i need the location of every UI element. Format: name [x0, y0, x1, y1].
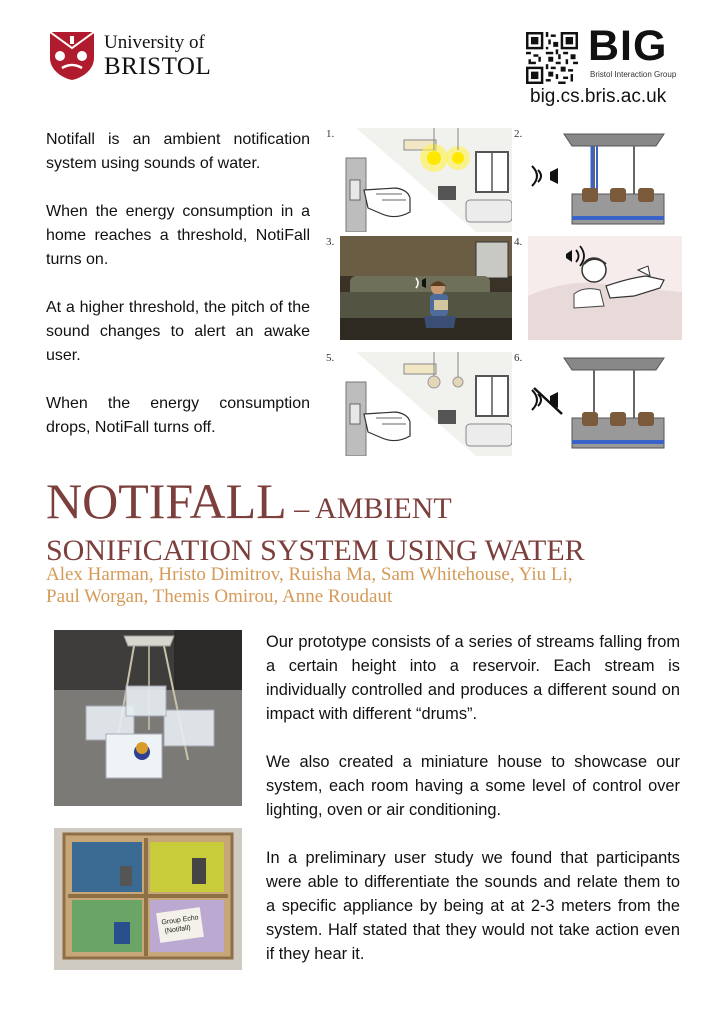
intro-paragraph: Notifall is an ambient notification system using sounds of water.	[46, 131, 310, 172]
intro-text	[46, 128, 310, 464]
notifall-device-on-illustration	[514, 128, 682, 232]
authors-line1: Alex Harman, Hristo Dimitrov, Ruisha Ma, Sam Whitehouse, Yiu Li,	[46, 564, 573, 585]
title-subtitle-part: – AMBIENT	[286, 492, 452, 525]
body-paragraph: Our prototype consists of a series of streams falling from a certain height into a reservoir. Each stream is individually controlled and produces a different sound on impact with different “drums”.	[266, 633, 680, 723]
house-label-line1: Group Echo	[161, 914, 200, 927]
miniature-house-photo	[54, 828, 242, 970]
big-logo-text: BIG	[588, 22, 668, 70]
poster-title	[46, 474, 706, 566]
notifall-device-off-illustration	[514, 352, 682, 456]
storyboard-panel-3	[326, 236, 512, 340]
intro-paragraph: At a higher threshold, the pitch of the sound changes to alert an awake user.	[46, 299, 310, 364]
university-logo	[46, 28, 226, 84]
panel-number: 6.	[514, 352, 523, 364]
body-paragraph: In a preliminary user study we found that participants were able to differentiate the sounds and relate them to a specific appliance by being at at 2-3 meters from the system. Half stated that they would not take action even if they hear it.	[266, 849, 680, 963]
qr-code-icon	[526, 32, 578, 84]
panel-number: 4.	[514, 236, 523, 248]
storyboard-panel-5	[326, 352, 512, 456]
panel-number: 3.	[326, 236, 335, 248]
lit-room-illustration	[326, 128, 512, 232]
storyboard-panel-6	[514, 352, 682, 456]
living-room-illustration	[326, 236, 512, 340]
storyboard-panel-4	[514, 236, 682, 340]
bristol-crest-icon	[46, 28, 98, 80]
panel-number: 1.	[326, 128, 335, 140]
university-name-line2: BRISTOL	[104, 53, 212, 80]
body-paragraph: We also created a miniature house to showcase our system, each room having a some level of control over lighting, oven or air conditioning.	[266, 753, 680, 819]
intro-paragraph: When the energy consumption in a home reaches a threshold, NotiFall turns on.	[46, 203, 310, 268]
title-line2: SONIFICATION SYSTEM USING WATER	[46, 534, 585, 567]
authors-line2: Paul Worgan, Themis Omirou, Anne Roudaut	[46, 586, 393, 607]
room-lights-off-illustration	[326, 352, 512, 456]
group-url: big.cs.bris.ac.uk	[530, 86, 667, 107]
storyboard-panel-1	[326, 128, 512, 232]
university-name-line1: University of	[104, 32, 205, 53]
big-group-fullname: Bristol Interaction Group	[590, 70, 677, 79]
panel-number: 2.	[514, 128, 523, 140]
title-main: NOTIFALL	[46, 473, 287, 529]
panel-number: 5.	[326, 352, 335, 364]
body-text	[266, 630, 680, 990]
sleeping-person-illustration	[514, 236, 682, 340]
prototype-photo	[54, 630, 242, 806]
storyboard-panel-2	[514, 128, 682, 232]
house-label-line2: (Notifall)	[164, 924, 192, 936]
intro-paragraph: When the energy consumption drops, NotiFall turns off.	[46, 395, 310, 436]
author-list	[46, 564, 706, 608]
